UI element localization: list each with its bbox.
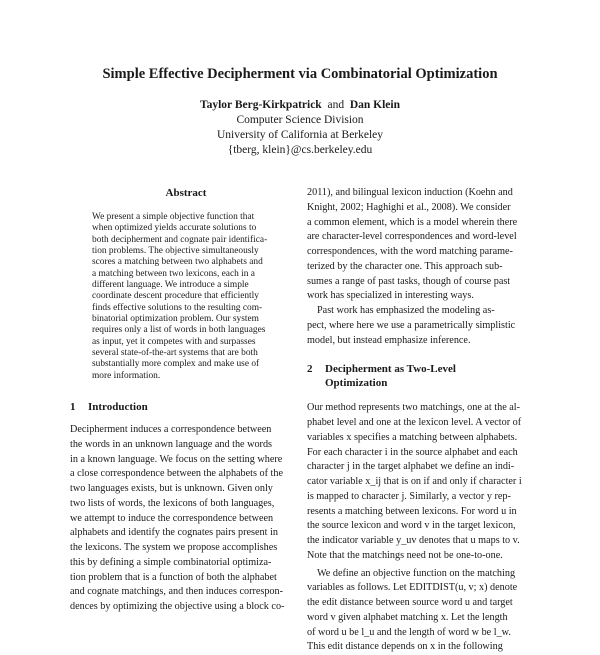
intro-line: alphabets and identify the cognates pairs present in (70, 527, 278, 539)
author-2: Dan Klein (349, 99, 400, 111)
sec2-line: the indicator variable y_uv denotes that u maps to v. (307, 535, 520, 546)
sec2-line: is mapped to character j. Similarly, a vector y rep- (307, 490, 511, 502)
abstract-line: requires only a list of words in both languages (92, 325, 266, 336)
sec2-line: Note that the matchings need not be one-to-one. (307, 549, 503, 561)
abstract-heading: Abstract (165, 187, 207, 199)
right-line: correspondences, with the word matching parame- (307, 246, 513, 257)
abstract-line: We present a simple objective function that (92, 212, 255, 222)
right-line: pect, where here we use a parametrically simplistic (307, 319, 516, 331)
sec2-line: phabet level and one at the lexicon level. A vector of (307, 417, 522, 428)
abstract-line: both decipherment and cognate pair identifica- (92, 234, 268, 245)
sec2-line: Our method represents two matchings, one at the al- (307, 402, 521, 414)
abstract-line: finds effective solutions to the resulting com- (92, 302, 263, 313)
affiliation-university: University of California at Berkeley (216, 129, 384, 141)
author-conj: and (327, 99, 345, 111)
intro-line: we attempt to induce the correspondence between (70, 512, 274, 524)
sec2-line: word v given alphabet matching x. Let the length (307, 611, 508, 623)
intro-line: tion problem that is a function of both the alphabet (70, 571, 277, 583)
sec2-line: We define an objective function on the matching (317, 567, 516, 579)
right-line: 2011), and bilingual lexicon induction (Koehn and (307, 187, 513, 198)
abstract-line: coordinate descent procedure that efficiently (92, 291, 259, 302)
sec2-line: For each character i in the source alphabet and each (307, 446, 518, 458)
section-1-heading (70, 400, 302, 414)
intro-line: in a known language. We focus on the setting where (70, 453, 283, 465)
abstract-line: scores a matching between two alphabets and (92, 257, 263, 268)
right-line: Knight, 2002; Haghighi et al., 2008). We consider (307, 201, 511, 213)
sec2-line: character j in the target alphabet we define an indi- (307, 461, 515, 473)
right-line: are character-level correspondences and word-level (307, 231, 517, 243)
right-line: terized by the character one. This approach sub- (307, 260, 503, 272)
section-2-title-line-1: Decipherment as Two-Level (325, 363, 456, 376)
intro-line: this by defining a simple combinatorial optimiza- (70, 556, 272, 568)
author-names (0, 98, 600, 113)
intro-line: two lists of words, the lexicons of both languages, (70, 497, 275, 509)
sec2-line: variables as follows. Let EDITDIST(u, v; x) denote (307, 582, 518, 594)
section-2-title-line-2: Optimization (325, 377, 388, 390)
left-column (70, 186, 302, 615)
section-2-number: 2 (307, 363, 313, 376)
abstract-line: as input, yet it competes with and surpasses (92, 336, 256, 347)
abstract-line: several state-of-the-art systems that are both (92, 348, 258, 359)
sec2-line: resents a matching between lexicons. For word u in (307, 505, 517, 517)
sec2-line: This edit distance depends on x in the following (307, 641, 503, 653)
abstract-line: different language. We introduce a simple (92, 280, 249, 291)
abstract-line: binatorial optimization problem. Our system (92, 314, 259, 325)
right-line: a common element, which is a model wherein there (307, 216, 518, 228)
intro-line: and cognate matchings, and then induces correspon- (70, 586, 284, 598)
author-1: Taylor Berg-Kirkpatrick (200, 99, 322, 111)
sec2-line: of word u be l_u and the length of word w be l_w. (307, 626, 511, 638)
related-work-paragraph (307, 186, 536, 348)
abstract-text (92, 212, 288, 382)
abstract-line: a matching between two lexicons, each in a (92, 268, 255, 279)
sec2-line: variables x specifies a matching between alphabets. (307, 431, 518, 443)
author-block (0, 98, 600, 158)
right-line: Past work has emphasized the modeling as- (317, 305, 495, 316)
sec2-line: the source lexicon and word v in the target lexicon, (307, 520, 516, 532)
section-2-text (307, 401, 536, 655)
introduction-text (70, 423, 302, 615)
intro-line: Decipherment induces a correspondence between (70, 424, 272, 436)
intro-line: two languages exists, but is unknown. Given only (70, 483, 273, 495)
right-line: model, but instead emphasize inference. (307, 334, 471, 346)
intro-line: a close correspondence between the alphabets of the (70, 468, 283, 480)
abstract-line: more information. (92, 370, 161, 381)
intro-line: dences by optimizing the objective using a block co- (70, 601, 285, 613)
sec2-line: the edit distance between source word u and target (307, 597, 513, 608)
sec2-line: cator variable x_ij that is on if and only if character i (307, 476, 522, 487)
section-2-heading (307, 362, 536, 390)
intro-line: the words in an unknown language and the words (70, 438, 273, 450)
abstract-line: when optimized yields accurate solutions to (92, 223, 257, 234)
affiliation-division: Computer Science Division (236, 114, 364, 126)
paper-title: Simple Effective Decipherment via Combinatorial Optimization (102, 66, 498, 82)
author-email: {tberg, klein}@cs.berkeley.edu (227, 144, 373, 156)
section-1-number: 1 (70, 401, 76, 414)
right-line: work has specialized in interesting ways. (307, 290, 474, 302)
abstract-line: substantially more complex and make use of (92, 359, 260, 370)
section-1-title: Introduction (88, 401, 148, 414)
intro-line: the lexicons. The system we propose accomplishes (70, 542, 278, 554)
right-line: sumes a range of past tasks, though of course past (307, 275, 511, 287)
right-column (307, 186, 536, 655)
abstract-line: tion problems. The objective simultaneously (92, 246, 259, 257)
